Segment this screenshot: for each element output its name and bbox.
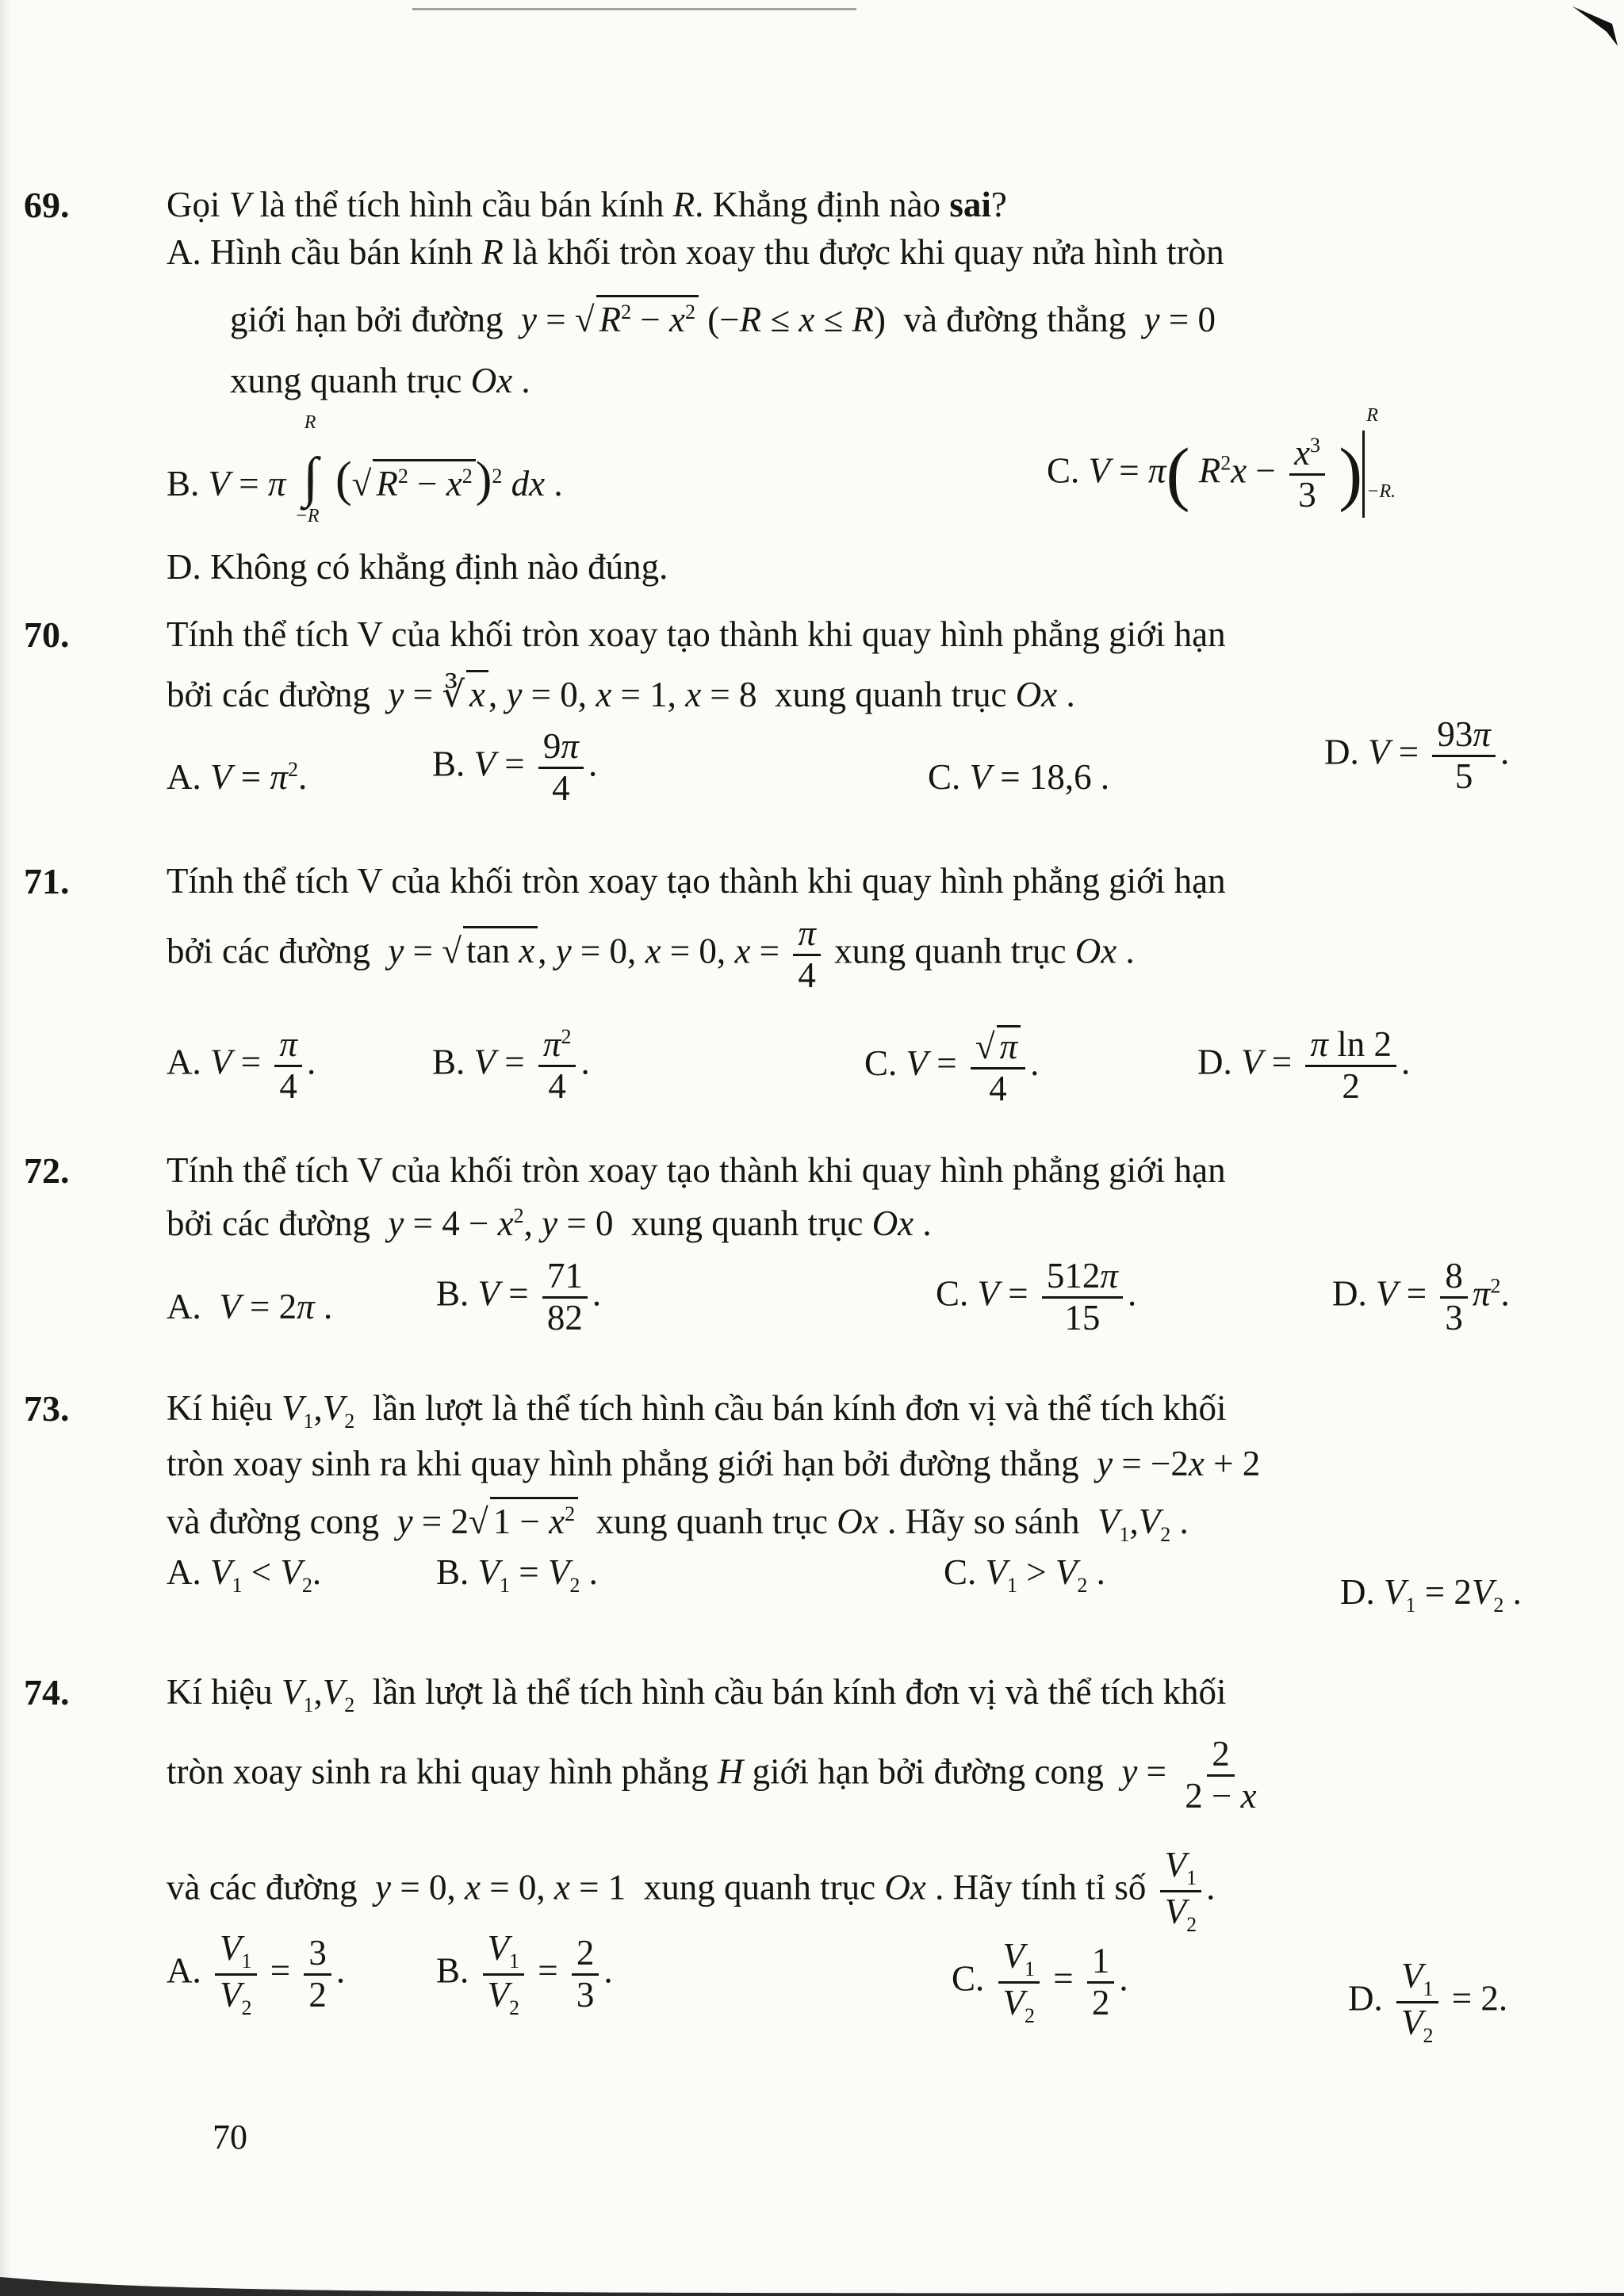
option-b: B. $\frac{V_1}{V_2}$ = $\frac{2}{3}$ .	[436, 1928, 613, 2019]
question-number: 69.	[24, 185, 70, 225]
question-stem: Gọi V là thể tích hình cầu bán kính R. Khẳng định nào sai?	[167, 185, 1007, 224]
page-number: 70	[213, 2118, 247, 2156]
option-d: D. V = $\frac{\text{π ln 2}}{2}$ .	[1197, 1024, 1411, 1106]
option-d: D. $\frac{V_1}{V_2}$ = 2.	[1348, 1956, 1508, 2047]
option-c: C. $V_1 > V_2$ .	[944, 1552, 1105, 1597]
option-b: B. $V_1 = V_2$ .	[436, 1552, 598, 1597]
option-b: B. V = π R ∫ −R (√ $R^2 - x^2)^2$ dx .	[167, 412, 563, 526]
option-c: C. V = $\frac{512\pi}{15}$ .	[936, 1256, 1137, 1337]
question-stem: Kí hiệu $V_1,V_2$ lần lượt là thể tích hình cầu bán kính đơn vị và thể tích khối	[167, 1672, 1227, 1716]
corner-fold-mark	[1568, 0, 1624, 48]
question-number: 73.	[24, 1388, 70, 1429]
question-stem-line-3: và đường cong y = 2√ $1 - x^2$ xung quanh trục Ox . Hãy so sánh $V_1,V_2$ .	[167, 1497, 1189, 1548]
top-scan-mark	[412, 8, 856, 10]
question-stem: Kí hiệu $V_1,V_2$ lần lượt là thể tích hình cầu bán kính đơn vị và thể tích khối	[167, 1388, 1227, 1433]
question-stem: Tính thể tích V của khối tròn xoay tạo thành khi quay hình phẳng giới hạn	[167, 861, 1226, 901]
option-a-line-3: xung quanh trục Ox .	[230, 361, 530, 400]
question-number: 74.	[24, 1672, 70, 1712]
question-number: 71.	[24, 861, 70, 901]
option-a: A. $\frac{V_1}{V_2}$ = $\frac{3}{2}$ .	[167, 1928, 346, 2019]
option-a-line-2: giới hạn bởi đường y = √ $R^2 - x^2$ (−R ≤ x ≤ R) và đường thẳng y = 0	[230, 295, 1216, 342]
question-stem-line-2: tròn xoay sinh ra khi quay hình phẳng H giới hạn bởi đường cong y = $\frac{2}{2 - x}$	[167, 1734, 1257, 1816]
option-a: A. Hình cầu bán kính R là khối tròn xoay thu được khi quay nửa hình tròn	[167, 232, 1224, 272]
option-d: D. $V_1 = 2V_2$ .	[1340, 1572, 1522, 1617]
question-stem-line-2: tròn xoay sinh ra khi quay hình phẳng giới hạn bởi đường thẳng y = −2x + 2	[167, 1444, 1261, 1483]
question-stem-line-3: và các đường y = 0, x = 0, x = 1 xung quanh trục Ox . Hãy tính tỉ số $\frac{V_1}{V_2}$ .	[167, 1845, 1216, 1936]
option-a: A. V = 2π .	[167, 1287, 333, 1326]
option-d: D. V = $\frac{8}{3}$ $\pi^2$.	[1332, 1256, 1510, 1337]
option-d: D. Không có khẳng định nào đúng.	[167, 547, 668, 587]
question-stem-line-2: bởi các đường $y = 4 - x^2$, y = 0 xung quanh trục Ox .	[167, 1203, 932, 1243]
eval-lower-limit: −R.	[1366, 480, 1396, 502]
option-b: B. V = $\frac{9\pi}{4}$ .	[432, 726, 598, 808]
option-a: A. $V = \pi^2$.	[167, 757, 308, 797]
integral-lower-limit: −R	[294, 506, 320, 526]
question-stem-line-2: bởi các đường y = ∛ x, y = 0, x = 1, x = 8 xung quanh trục Ox .	[167, 670, 1075, 717]
option-a: A. $V_1 < V_2$.	[167, 1552, 322, 1597]
option-d: D. V = $\frac{93\pi}{5}$ .	[1324, 714, 1510, 796]
eval-upper-limit: R	[1366, 404, 1378, 426]
integral-upper-limit: R	[304, 412, 316, 433]
option-b: B. V = $\frac{\pi^2}{4}$ .	[432, 1024, 590, 1106]
option-a: A. V = $\frac{\pi}{4}$ .	[167, 1024, 316, 1106]
question-number: 72.	[24, 1150, 70, 1191]
option-c: C. V = 18,6 .	[928, 757, 1110, 797]
question-stem-line-2: bởi các đường y = √ tan x, y = 0, x = 0, x = $\frac{\pi}{4}$ xung quanh trục Ox .	[167, 913, 1135, 995]
option-b: B. V = $\frac{71}{82}$ .	[436, 1256, 602, 1337]
option-c: C. $\frac{V_1}{V_2}$ = $\frac{1}{2}$ .	[952, 1936, 1128, 2027]
option-c: C. V = π( $R^2x$ − $\frac{x^3}{3}$ ) R −R.	[1047, 430, 1365, 519]
page-left-shadow	[0, 0, 11, 2296]
question-stem: Tính thể tích V của khối tròn xoay tạo thành khi quay hình phẳng giới hạn	[167, 614, 1226, 654]
option-c: C. V = $\frac{√ \pi}{4}$ .	[864, 1027, 1040, 1108]
question-stem: Tính thể tích V của khối tròn xoay tạo thành khi quay hình phẳng giới hạn	[167, 1150, 1226, 1190]
question-number: 70.	[24, 614, 70, 655]
bottom-scan-edge	[0, 2277, 1624, 2296]
